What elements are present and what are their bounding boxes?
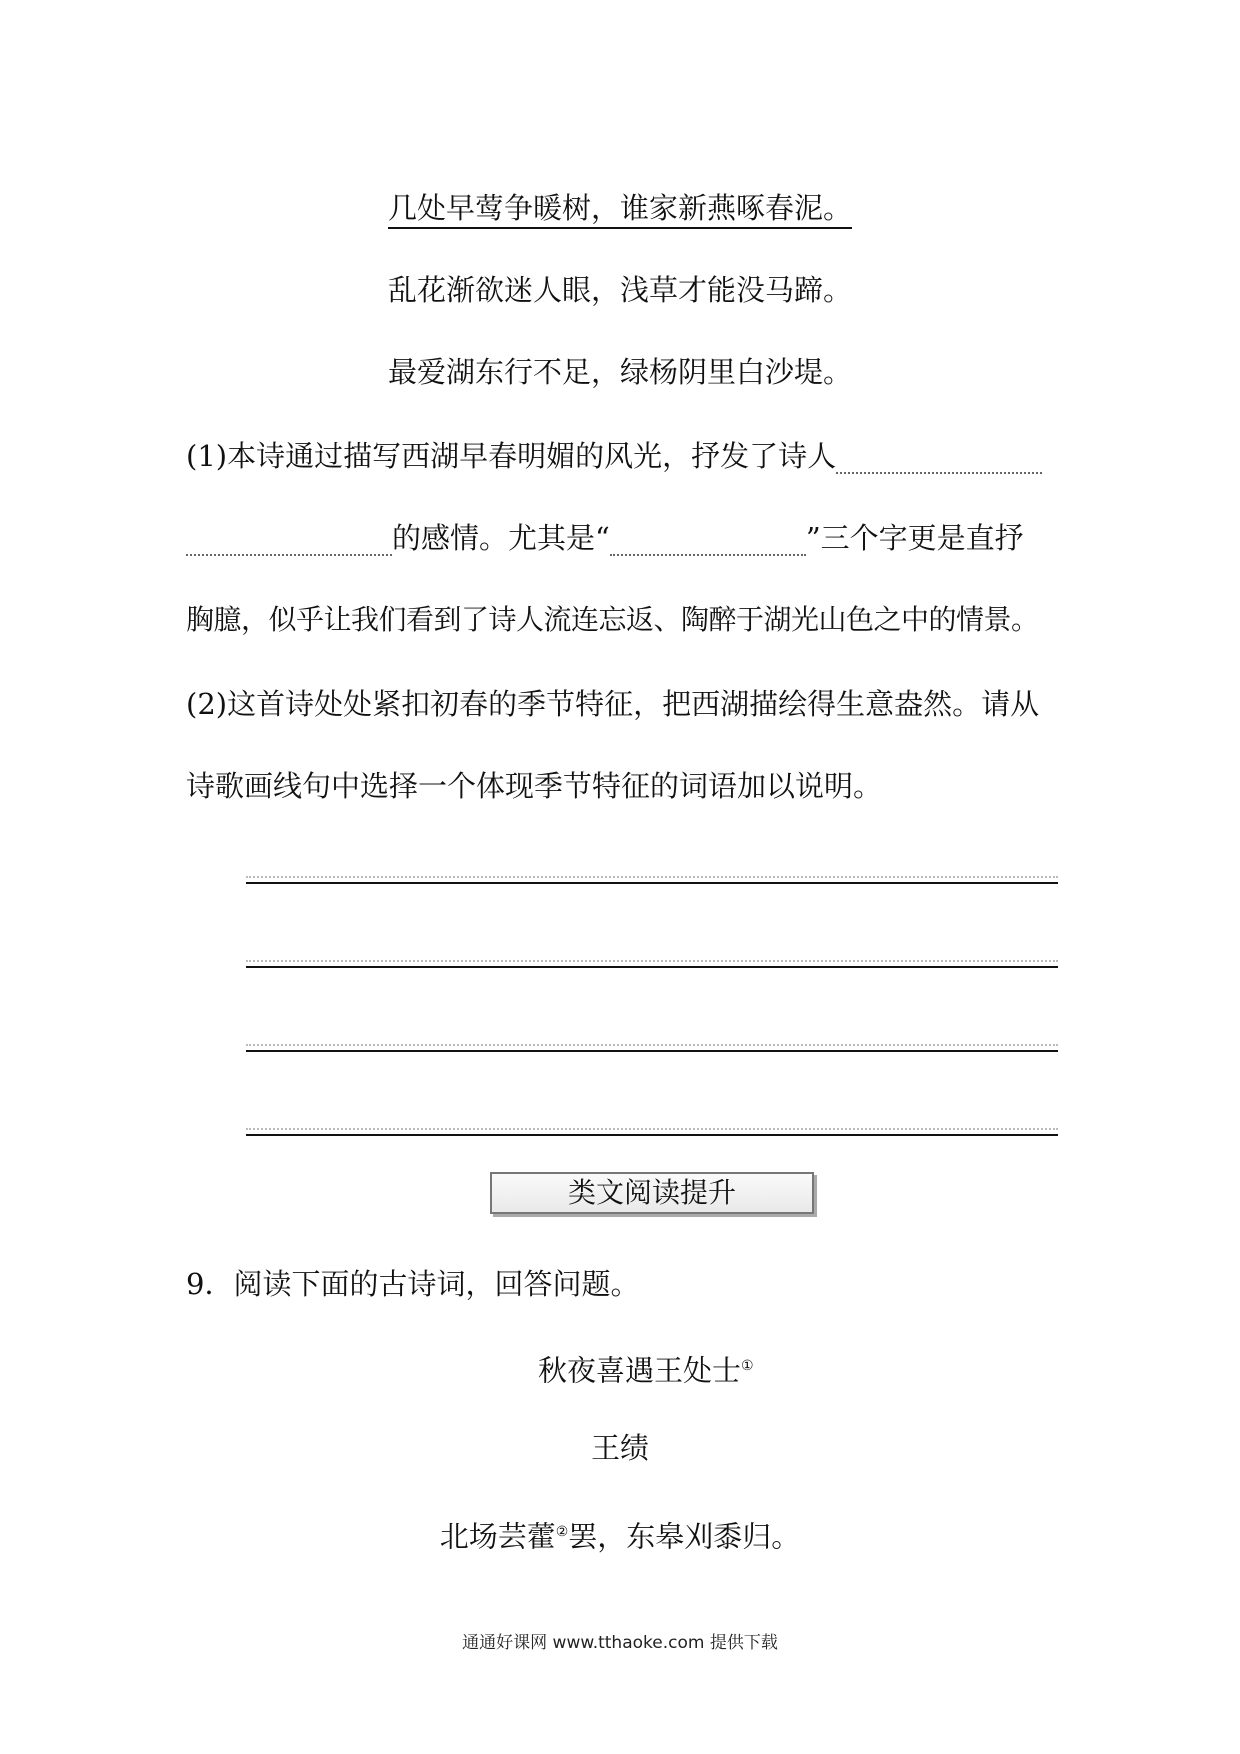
q1-text-a: (1)本诗通过描写西湖早春明媚的风光，抒发了诗人 <box>186 439 837 473</box>
q1-line-2 <box>186 520 1024 556</box>
answer-blank-2[interactable] <box>186 524 392 556</box>
answer-line-2[interactable] <box>246 966 1058 968</box>
q9-author: 王绩 <box>590 1431 649 1465</box>
footnote-marker-1: ① <box>741 1358 754 1374</box>
poem-line-2: 乱花渐欲迷人眼，浅草才能没马蹄。 <box>387 273 852 307</box>
q1-text-c: ”三个字更是直抒 <box>805 521 1024 555</box>
section-header: 类文阅读提升 <box>490 1172 814 1214</box>
answer-blank-1[interactable] <box>836 442 1042 474</box>
q9-poem-title-text: 秋夜喜遇王处士 <box>538 1353 742 1388</box>
answer-line-4[interactable] <box>246 1134 1058 1136</box>
answer-line-1[interactable] <box>246 882 1058 884</box>
q2-line-1: (2)这首诗处处紧扣初春的季节特征，把西湖描绘得生意盎然。请从 <box>186 687 1040 721</box>
poem-line-3: 最爱湖东行不足，绿杨阴里白沙堤。 <box>387 355 852 389</box>
footnote-marker-2: ② <box>555 1524 569 1540</box>
poem-line-1-text: 几处早莺争暖树，谁家新燕啄春泥。 <box>388 191 852 229</box>
poem-line-1 <box>0 190 1240 226</box>
answer-line-3[interactable] <box>246 1050 1058 1052</box>
answer-blank-3[interactable] <box>610 524 806 556</box>
q1-line-1 <box>186 438 1042 474</box>
q9-line1-a: 北场芸藿 <box>439 1519 556 1554</box>
q1-text-b: 的感情。尤其是“ <box>392 521 610 555</box>
q2-line-2: 诗歌画线句中选择一个体现季节特征的词语加以说明。 <box>186 769 883 803</box>
page-footer: 通通好课网 www.tthaoke.com 提供下载 <box>462 1633 778 1653</box>
q9-line1-b: 罢，东皋刈黍归。 <box>568 1519 801 1554</box>
q9-poem-title <box>538 1348 754 1389</box>
q9-poem-line-1 <box>0 1514 1240 1555</box>
q1-line-3: 胸臆，似乎让我们看到了诗人流连忘返、陶醉于湖光山色之中的情景。 <box>186 603 1039 636</box>
q9-prompt: 9．阅读下面的古诗词，回答问题。 <box>186 1267 640 1301</box>
